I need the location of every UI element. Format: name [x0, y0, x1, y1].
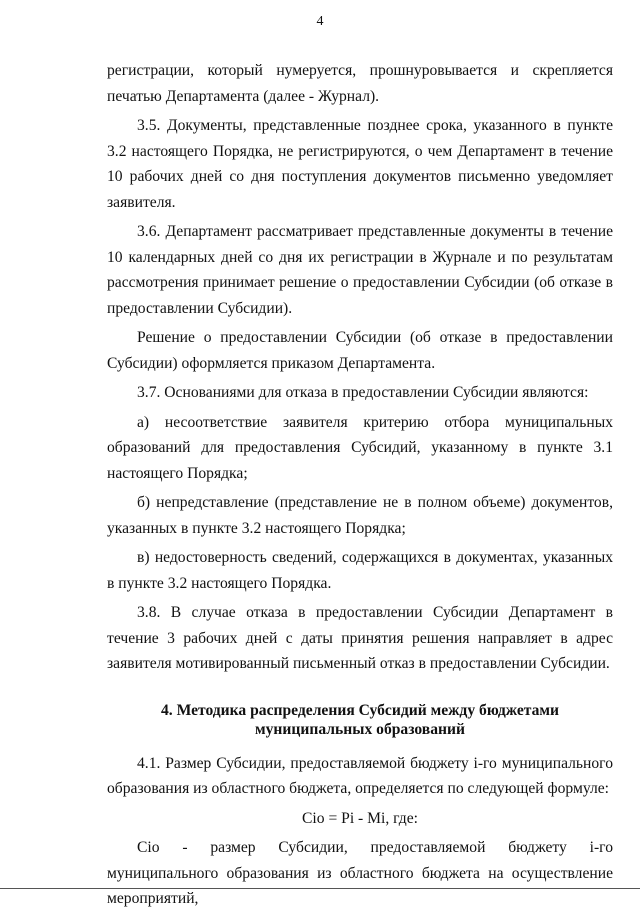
paragraph-4-1: 4.1. Размер Субсидии, предоставляемой бюджету i-го муниципального образования из областного бюджета, определяется по следующей формуле:	[107, 754, 613, 797]
page-number: 4	[316, 14, 324, 29]
paragraph-registration: регистрации, который нумеруется, прошнуровывается и скрепляется печатью Департамента (далее - Журнал).	[107, 62, 613, 105]
heading-line-2: муниципальных образований	[255, 720, 465, 738]
paragraph-decision: Решение о предоставлении Субсидии (об отказе в предоставлении Субсидии) оформляется приказом Департамента.	[107, 329, 613, 372]
document-body	[107, 58, 613, 916]
heading-line-1: 4. Методика распределения Субсидий между бюджетами	[160, 701, 560, 719]
paragraph-3-7-c: в) недостоверность сведений, содержащихся в документах, указанных в пункте 3.2 настоящего Порядка.	[107, 549, 613, 592]
section-4-heading	[107, 701, 613, 739]
paragraph-3-7-a: а) несоответствие заявителя критерию отбора муниципальных образований для предоставления Субсидий, указанному в пункте 3.1 настоящего Порядка;	[107, 413, 613, 482]
paragraph-3-8: 3.8. В случае отказа в предоставлении Субсидии Департамент в течение 3 рабочих дней с даты принятия решения направляет в адрес заявителя мотивированный письменный отказ в предоставлении Субсидии.	[107, 604, 613, 672]
paragraph-3-7-b: б) непредставление (представление не в полном объеме) документов, указанных в пункте 3.2 настоящего Порядка;	[107, 494, 613, 537]
formula: Сio = Pi - Mi, где:	[302, 809, 418, 827]
bottom-rule	[0, 888, 640, 889]
paragraph-3-6: 3.6. Департамент рассматривает представленные документы в течение 10 календарных дней со дня их регистрации в Журнале и по результатам рассмотрения принимает решение о предоставлении Субсидии (об отказе в предоставлении Субсидии).	[107, 223, 613, 317]
paragraph-3-7: 3.7. Основаниями для отказа в предоставлении Субсидии являются:	[137, 384, 589, 401]
paragraph-cio-definition: Сio - размер Субсидии, предоставляемой бюджету i-го муниципального образования из областного бюджета на осуществление мероприятий,	[107, 839, 613, 907]
paragraph-3-5: 3.5. Документы, представленные позднее срока, указанного в пункте 3.2 настоящего Порядка, не регистрируются, о чем Департамент в течение 10 рабочих дней со дня поступления документов письменно уведомляет заявителя.	[107, 117, 613, 211]
